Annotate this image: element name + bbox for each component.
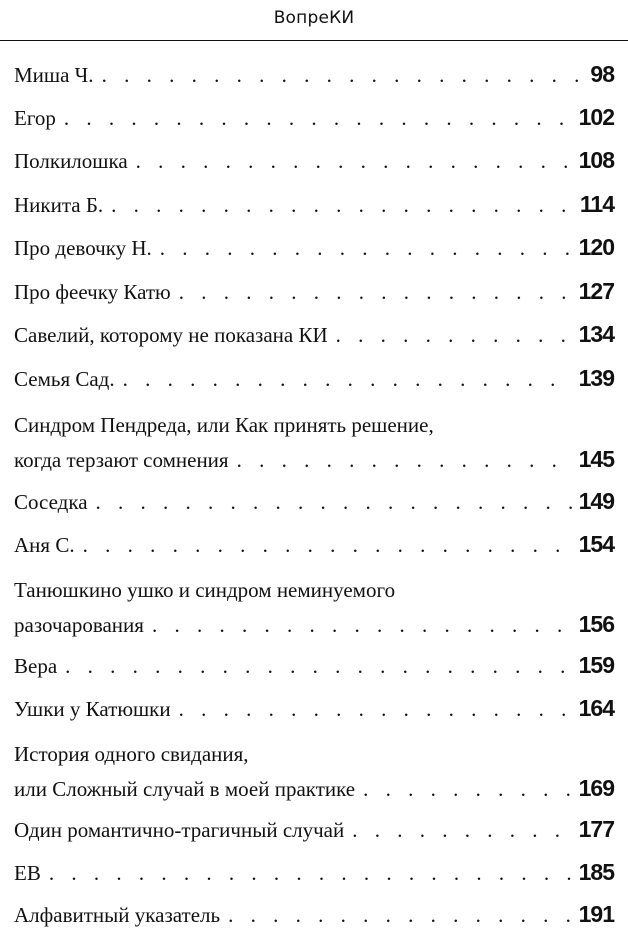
toc-page-number: 149 bbox=[578, 488, 614, 514]
toc-leader-dots bbox=[111, 188, 574, 222]
toc-entry[interactable] bbox=[14, 855, 614, 890]
toc-page-number: 164 bbox=[578, 695, 614, 721]
toc-entry-title: ЕВ bbox=[14, 861, 41, 885]
toc-entry[interactable] bbox=[14, 57, 614, 92]
toc-page-number: 185 bbox=[578, 859, 614, 885]
toc-entry[interactable] bbox=[14, 573, 614, 642]
toc-entry-title: Егор bbox=[14, 106, 56, 130]
toc-page-number: 169 bbox=[578, 775, 614, 801]
toc-entry-title: Семья Сад. bbox=[14, 367, 115, 391]
toc-page-number: 120 bbox=[578, 234, 614, 260]
toc-page-number: 154 bbox=[578, 531, 614, 557]
toc-entry[interactable] bbox=[14, 100, 614, 135]
toc-entry[interactable] bbox=[14, 484, 614, 519]
toc-page-number: 102 bbox=[578, 104, 614, 130]
toc-entry-title-line: Танюшкино ушко и синдром неминуемого bbox=[14, 578, 396, 602]
toc-page-number: 127 bbox=[578, 278, 614, 304]
toc-leader-dots bbox=[64, 101, 573, 135]
toc-entry[interactable] bbox=[14, 812, 614, 847]
toc-entry-title-line: Синдром Пендреда, или Как принять решение, bbox=[14, 413, 434, 437]
toc-entry[interactable] bbox=[14, 897, 614, 932]
toc-leader-dots bbox=[123, 362, 573, 396]
toc-page-number: 145 bbox=[578, 446, 614, 472]
toc-page-number: 134 bbox=[578, 321, 614, 347]
toc-entry-title-line: История одного свидания, bbox=[14, 742, 249, 766]
toc-entry[interactable] bbox=[14, 691, 614, 726]
running-header: ВопреКИ bbox=[273, 8, 355, 28]
toc-entry-title: Один романтично-трагичный случай bbox=[14, 818, 345, 842]
toc-entry-title: Аня С. bbox=[14, 533, 75, 557]
toc-leader-dots bbox=[83, 528, 573, 562]
toc-leader-dots bbox=[49, 856, 573, 890]
toc-entry-title: или Сложный случай в моей практике bbox=[14, 777, 356, 801]
toc-entry[interactable] bbox=[14, 527, 614, 562]
toc-page-number: 156 bbox=[578, 611, 614, 637]
header-rule bbox=[0, 40, 628, 41]
toc-page-number: 191 bbox=[578, 901, 614, 927]
toc-page-number: 177 bbox=[578, 816, 614, 842]
toc-leader-dots bbox=[102, 58, 585, 92]
toc-leader-dots bbox=[336, 318, 573, 352]
toc-leader-dots bbox=[237, 443, 573, 477]
toc-page-number: 114 bbox=[579, 191, 614, 217]
toc-entry[interactable] bbox=[14, 361, 614, 396]
toc-leader-dots bbox=[363, 772, 573, 806]
toc-leader-dots bbox=[96, 485, 573, 519]
toc-entry-title: Миша Ч. bbox=[14, 63, 94, 87]
toc-entry[interactable] bbox=[14, 187, 614, 222]
toc-page-number: 159 bbox=[578, 652, 614, 678]
toc-entry[interactable] bbox=[14, 274, 614, 309]
toc-leader-dots bbox=[160, 231, 573, 265]
toc-entry-title: Соседка bbox=[14, 490, 88, 514]
toc-entry[interactable] bbox=[14, 648, 614, 683]
toc-leader-dots bbox=[136, 144, 573, 178]
toc-entry-title: Никита Б. bbox=[14, 193, 104, 217]
toc-entry-title: Про девочку Н. bbox=[14, 236, 152, 260]
toc-entry-title: Про феечку Катю bbox=[14, 280, 171, 304]
toc-entry[interactable] bbox=[14, 317, 614, 352]
toc-leader-dots bbox=[228, 898, 573, 932]
toc-page-number: 98 bbox=[590, 61, 614, 87]
toc-entry-title: Полкилошка bbox=[14, 149, 128, 173]
toc-leader-dots bbox=[352, 813, 572, 847]
toc-entry-title: Савелий, которому не показана КИ bbox=[14, 323, 328, 347]
toc-entry-title: разочарования bbox=[14, 613, 144, 637]
toc-entry-title: Ушки у Катюшки bbox=[14, 697, 171, 721]
toc-entry-title: Вера bbox=[14, 654, 58, 678]
toc-leader-dots bbox=[179, 692, 573, 726]
toc-page-number: 108 bbox=[578, 147, 614, 173]
toc-leader-dots bbox=[65, 649, 572, 683]
toc-entry-title: Алфавитный указатель bbox=[14, 903, 221, 927]
toc-entry[interactable] bbox=[14, 143, 614, 178]
toc-entry-title: когда терзают сомнения bbox=[14, 448, 229, 472]
toc-leader-dots bbox=[152, 608, 573, 642]
toc-entry[interactable] bbox=[14, 230, 614, 265]
toc-entry[interactable] bbox=[14, 408, 614, 477]
toc-entry[interactable] bbox=[14, 737, 614, 806]
toc-page-number: 139 bbox=[578, 365, 614, 391]
toc-leader-dots bbox=[179, 275, 573, 309]
